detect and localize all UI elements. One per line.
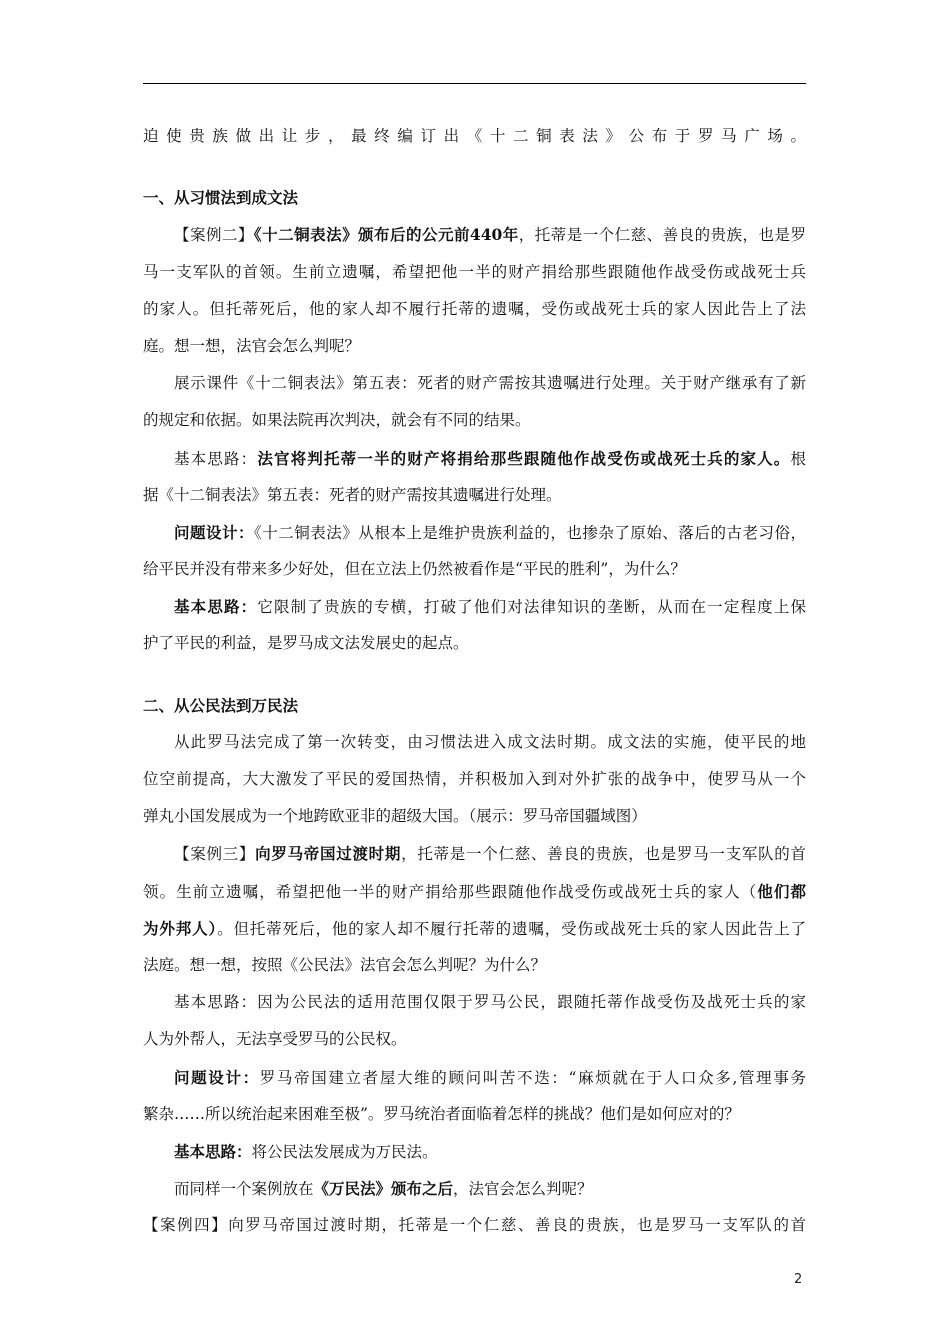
section-heading-2	[143, 687, 806, 724]
text-line	[143, 910, 806, 947]
text-line	[143, 291, 806, 328]
text-run: 法庭。想一想，按照《公民法》法官会怎么判呢？为什么？	[143, 955, 547, 974]
section-heading-1	[143, 179, 806, 216]
text-line	[143, 477, 806, 514]
text-line	[143, 254, 806, 291]
text-run: 将公民法发展成为万民法。	[251, 1142, 438, 1161]
text-line	[143, 118, 806, 155]
case-four-line	[143, 1207, 806, 1244]
page-number: 2	[794, 1272, 803, 1287]
bold-text-run: 法官将判托蒂一半的财产将捐给那些跟随他作战受伤或战死士兵的家人。	[257, 448, 791, 468]
document-body	[143, 118, 806, 1244]
text-line	[143, 328, 806, 365]
text-run: 护了平民的利益，是罗马成文法发展史的起点。	[143, 634, 469, 653]
text-run: 根	[790, 449, 806, 468]
basic-idea-line	[143, 1133, 806, 1170]
text-run: 罗马帝国建立者屋大维的顾问叫苦不迭：“麻烦就在于人口众多,管理事务	[259, 1068, 806, 1087]
section-gap	[143, 663, 806, 687]
text-run: ，法官会怎么判呢？	[453, 1180, 593, 1199]
text-run: 【案例二】	[174, 226, 254, 245]
text-line	[143, 947, 806, 984]
text-run: 【案例四】向罗马帝国过渡时期，托蒂是一个仁慈、善良的贵族，也是罗马一支军队的首	[143, 1216, 806, 1235]
bold-text-run: 一、从习惯法到成文法	[143, 188, 299, 208]
text-run: 的家人。但托蒂死后，他的家人却不履行托蒂的遗嘱，受伤或战死士兵的家人因此告上了法	[143, 299, 806, 318]
text-line	[143, 402, 806, 439]
text-run: 庭。想一想，法官会怎么判呢？	[143, 336, 361, 355]
text-line	[143, 873, 806, 910]
bold-text-run: 问题设计：	[174, 1067, 260, 1087]
text-run: 给平民并没有带来多少好处，但在立法上仍然被看作是“平民的胜利”，为什么？	[143, 560, 686, 579]
text-line	[143, 1170, 806, 1207]
text-run: 【案例三】	[174, 845, 256, 864]
text-run: ，托蒂是一个仁慈、善良的贵族，也是罗马一支军队的首	[401, 845, 806, 864]
bold-text-run: 《万民法》颁布之后	[313, 1179, 454, 1199]
text-run: 领。生前立遗嘱，希望把他一半的财产捐给那些跟随他作战受伤或战死士兵的家人（	[143, 882, 758, 901]
text-run: 繁杂……所以统治起来困难至极”。罗马统治者面临着怎样的挑战？他们是如何应对的？	[143, 1104, 740, 1123]
header-rule	[143, 83, 806, 84]
bold-text-run: 他们都	[757, 881, 806, 901]
text-run: 弹丸小国发展成为一个地跨欧亚非的超级大国。（展示：罗马帝国疆域图）	[143, 807, 647, 826]
question-design-line	[143, 514, 806, 551]
text-run: 它限制了贵族的专横，打破了他们对法律知识的垄断，从而在一定程度上保	[257, 598, 806, 617]
text-line	[143, 761, 806, 798]
basic-idea-line	[143, 588, 806, 625]
bold-text-run: 二、从公民法到万民法	[143, 695, 299, 715]
bold-text-run: 问题设计：	[174, 522, 255, 542]
text-line	[143, 724, 806, 761]
bold-text-run: 基本思路：	[174, 1141, 252, 1161]
text-run: 据《十二铜表法》第五表：死者的财产需按其遗嘱进行处理。	[143, 485, 562, 504]
bold-text-run: 《十二铜表法》颁布后的公元前440年	[253, 225, 519, 245]
text-run: 的规定和依据。如果法院再次判决，就会有不同的结果。	[143, 411, 531, 430]
text-line	[143, 1096, 806, 1133]
basic-idea-line	[143, 440, 806, 477]
bold-text-run: 为外邦人）	[143, 918, 218, 938]
text-run: 人为外帮人，无法享受罗马的公民权。	[143, 1030, 407, 1049]
text-line	[143, 1021, 806, 1058]
text-run: 迫使贵族做出让步，最终编订出《十二铜表法》公布于罗马广场。	[143, 127, 806, 145]
text-run: 基本思路：	[174, 449, 258, 468]
text-run: 展示课件《十二铜表法》第五表：死者的财产需按其遗嘱进行处理。关于财产继承有了新	[174, 374, 806, 393]
text-run: 《十二铜表法》从根本上是维护贵族利益的，也掺杂了原始、落后的古老习俗，	[254, 523, 806, 542]
basic-idea-line	[143, 984, 806, 1021]
text-line	[143, 365, 806, 402]
text-run: 马一支军队的首领。生前立遗嘱，希望把他一半的财产捐给那些跟随他作战受伤或战死士兵	[143, 262, 806, 281]
text-run: 基本思路：因为公民法的适用范围仅限于罗马公民，跟随托蒂作战受伤及战死士兵的家	[174, 993, 806, 1012]
bold-text-run: 基本思路：	[174, 597, 258, 617]
text-run: 从此罗马法完成了第一次转变，由习惯法进入成文法时期。成文法的实施，使平民的地	[174, 732, 806, 751]
case-three-line	[143, 835, 806, 872]
text-line	[143, 625, 806, 662]
question-design-line	[143, 1059, 806, 1096]
text-run: 。但托蒂死后，他的家人却不履行托蒂的遗嘱，受伤或战死士兵的家人因此告上了	[217, 919, 806, 938]
bold-text-run: 向罗马帝国过渡时期	[255, 844, 402, 864]
text-line	[143, 551, 806, 588]
text-run: 位空前提高，大大激发了平民的爱国热情，并积极加入到对外扩张的战争中，使罗马从一个	[143, 770, 806, 788]
text-line	[143, 798, 806, 835]
case-two-line	[143, 216, 806, 253]
text-run: ，托蒂是一个仁慈、善良的贵族，也是罗	[518, 226, 806, 245]
section-gap	[143, 155, 806, 179]
text-run: 而同样一个案例放在	[174, 1180, 314, 1199]
